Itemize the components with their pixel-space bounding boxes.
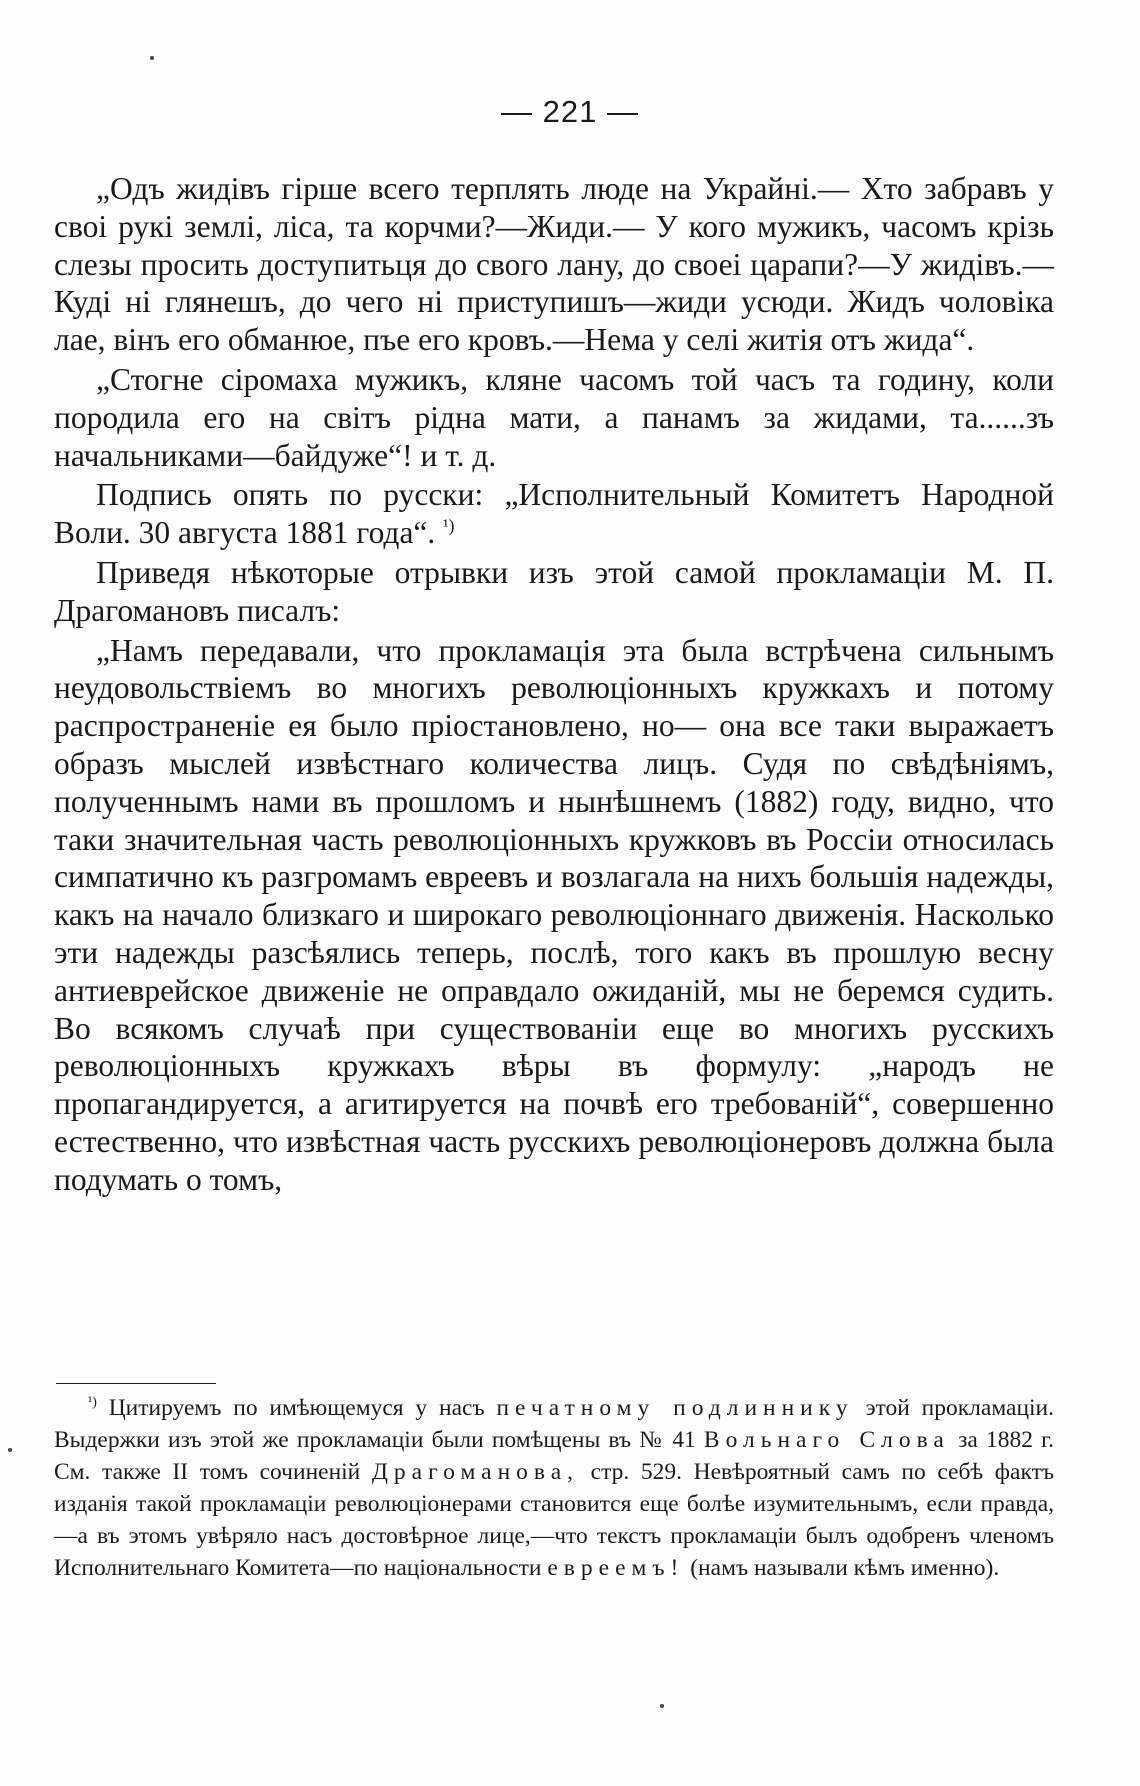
footnote-divider bbox=[56, 1383, 216, 1384]
footnote-marker: ¹) bbox=[88, 1395, 97, 1411]
footnote-spaced-4: евреемъ! bbox=[547, 1555, 685, 1581]
main-text bbox=[54, 170, 1054, 1201]
paragraph-3-text: Подпись опять по русски: „Исполнительный Комитетъ Народной Воли. 30 августа 1881 года“. bbox=[54, 477, 1054, 551]
paragraph-1: „Одъ жидівъ гірше всего терплять люде на Украйні.— Хто забравъ у своі рукі землі, ліса, та корчми?—Жиди.— У кого мужикъ, часомъ крізь слезы просить доступитьця до свого лану, до своеі царапи?—У жидівъ.—Куді ні глянешъ, до чего ні приступишъ—жиди усюди. Жидъ чоловіка лае, вінъ его обманюе, пъе его кровъ.—Нема у селі житія отъ жида“. bbox=[54, 171, 1054, 358]
footnote-reference: ¹) bbox=[443, 515, 455, 536]
footnote-text-3: за 1882 г. См. также II томъ сочиненій bbox=[54, 1427, 1055, 1485]
scan-speck bbox=[660, 1704, 664, 1708]
page-number: — 221 — bbox=[501, 94, 639, 129]
footnote-spaced-3: Драгоманова, bbox=[371, 1459, 580, 1485]
footnote bbox=[54, 1392, 1054, 1584]
footnote-spaced-1: печатному подлиннику bbox=[496, 1395, 854, 1421]
footnote-text-1: Цитируемъ по имѣющемуся у насъ bbox=[108, 1395, 485, 1421]
footnote-text-4: стр. 529. Невѣроятный самъ по себѣ фактъ изданія такой прокламаціи революціонерами становится еще болѣе изумительнымъ, если правда,—а въ этомъ увѣряло насъ достовѣрное лице,—что текстъ прокламаціи былъ одобренъ членомъ Исполнительнаго Комитета—по національности bbox=[54, 1459, 1054, 1581]
paragraph-3 bbox=[54, 476, 1054, 552]
footnote-spaced-2: Вольнаго Слова bbox=[703, 1427, 950, 1453]
footnote-text-2: этой прокламаціи. Выдержки изъ этой же прокламаціи были помѣщены въ № 41 bbox=[54, 1395, 1055, 1453]
paragraph-4: Приведя нѣкоторые отрывки изъ этой самой прокламаціи М. П. Драгомановъ писалъ: bbox=[54, 554, 1054, 628]
paragraph-2: „Стогне сіромаха мужикъ, кляне часомъ той часъ та годину, коли породила его на світъ рідна мати, а панамъ за жидами, та......зъ начальниками—байдуже“! и т. д. bbox=[54, 361, 1054, 473]
paragraph-5: „Намъ передавали, что прокламація эта была встрѣчена сильнымъ неудовольствіемъ во многихъ революціонныхъ кружкахъ и потому распространеніе ея было пріостановлено, но— она все таки выражаетъ образъ мыслей извѣстнаго количества лицъ. Судя по свѣдѣніямъ, полученнымъ нами въ прошломъ и нынѣшнемъ (1882) году, видно, что таки значительная часть революціонныхъ кружковъ въ Россіи относилась симпатично къ разгромамъ евреевъ и возлагала на нихъ большія надежды, какъ на начало близкаго и широкаго революціоннаго движенія. Насколько эти надежды разсѣялись теперь, послѣ, того какъ въ прошлую весну антиеврейское движеніе не оправдало ожиданій, мы не беремся судить. Во всякомъ случаѣ при существованіи еще во многихъ русскихъ революціонныхъ кружкахъ вѣры въ формулу: „народъ не пропагандируется, а агитируется на почвѣ его требованій“, совершенно естественно, что извѣстная часть русскихъ революціонеровъ должна была подумать о томъ, bbox=[54, 632, 1054, 1197]
scan-speck bbox=[150, 56, 154, 60]
footnote-text-5: (намъ называли кѣмъ именно). bbox=[690, 1555, 1000, 1581]
scan-speck bbox=[8, 1448, 12, 1452]
